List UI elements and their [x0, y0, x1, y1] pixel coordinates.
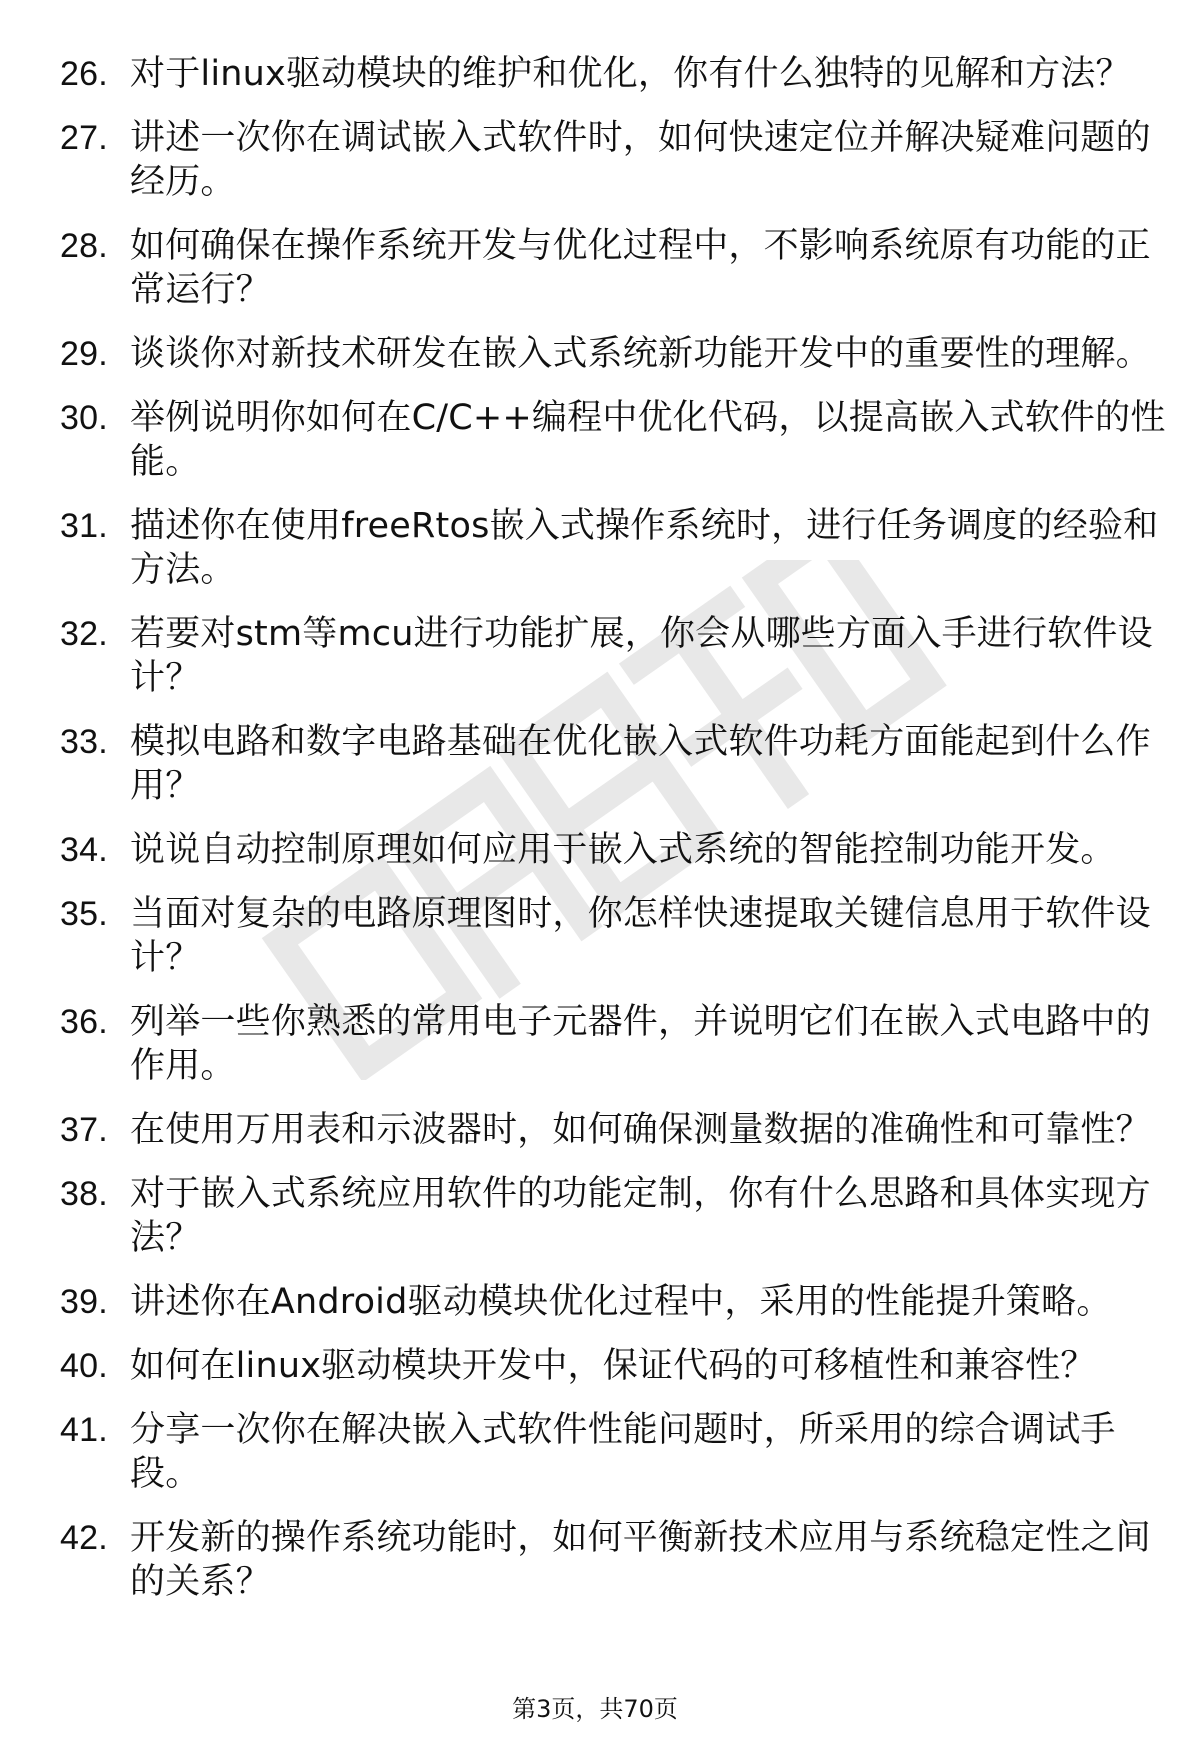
question-item [60, 828, 1170, 872]
question-text: 模拟电路和数字电路基础在优化嵌入式软件功耗方面能起到什么作用？ [130, 722, 1151, 806]
question-text: 描述你在使用freeRtos嵌入式操作系统时，进行任务调度的经验和方法。 [130, 506, 1159, 590]
question-item [60, 1280, 1170, 1324]
question-item [60, 396, 1170, 484]
question-item [60, 612, 1170, 700]
question-text: 讲述一次你在调试嵌入式软件时，如何快速定位并解决疑难问题的经历。 [130, 118, 1151, 202]
question-item [60, 116, 1170, 204]
question-number: 36. [60, 1003, 108, 1041]
question-number: 37. [60, 1111, 108, 1149]
question-number: 35. [60, 895, 108, 933]
question-number: 32. [60, 615, 108, 653]
question-number: 29. [60, 335, 108, 373]
question-item [60, 52, 1170, 96]
question-number: 41. [60, 1411, 108, 1449]
question-number: 34. [60, 831, 108, 869]
question-text: 当面对复杂的电路原理图时，你怎样快速提取关键信息用于软件设计？ [130, 894, 1151, 978]
question-item [60, 224, 1170, 312]
question-number: 30. [60, 399, 108, 437]
question-text: 举例说明你如何在C/C++编程中优化代码，以提高嵌入式软件的性能。 [130, 398, 1166, 482]
question-item [60, 1408, 1170, 1496]
question-text: 若要对stm等mcu进行功能扩展，你会从哪些方面入手进行软件设计？ [130, 614, 1153, 698]
page-footer: 第3页，共70页 [512, 1695, 678, 1723]
question-number: 39. [60, 1283, 108, 1321]
question-number: 27. [60, 119, 108, 157]
question-number: 42. [60, 1519, 108, 1557]
question-item [60, 892, 1170, 980]
question-text: 讲述你在Android驱动模块优化过程中，采用的性能提升策略。 [130, 1282, 1112, 1322]
question-number: 26. [60, 55, 108, 93]
question-list [60, 52, 1170, 1624]
question-number: 40. [60, 1347, 108, 1385]
question-item [60, 1172, 1170, 1260]
question-item [60, 1344, 1170, 1388]
question-text: 在使用万用表和示波器时，如何确保测量数据的准确性和可靠性？ [130, 1110, 1151, 1150]
question-item [60, 332, 1170, 376]
question-item [60, 1000, 1170, 1088]
question-item [60, 720, 1170, 808]
question-number: 38. [60, 1175, 108, 1213]
question-number: 28. [60, 227, 108, 265]
question-text: 如何确保在操作系统开发与优化过程中，不影响系统原有功能的正常运行？ [130, 226, 1151, 310]
question-item [60, 1516, 1170, 1604]
question-text: 对于linux驱动模块的维护和优化，你有什么独特的见解和方法？ [130, 54, 1131, 94]
question-text: 谈谈你对新技术研发在嵌入式系统新功能开发中的重要性的理解。 [130, 334, 1151, 374]
question-text: 说说自动控制原理如何应用于嵌入式系统的智能控制功能开发。 [130, 830, 1116, 870]
question-text: 开发新的操作系统功能时，如何平衡新技术应用与系统稳定性之间的关系？ [130, 1518, 1151, 1602]
question-item [60, 1108, 1170, 1152]
question-text: 分享一次你在解决嵌入式软件性能问题时，所采用的综合调试手段。 [130, 1410, 1116, 1494]
question-number: 31. [60, 507, 108, 545]
question-text: 如何在linux驱动模块开发中，保证代码的可移植性和兼容性？ [130, 1346, 1096, 1386]
question-text: 列举一些你熟悉的常用电子元器件，并说明它们在嵌入式电路中的作用。 [130, 1002, 1151, 1086]
question-text: 对于嵌入式系统应用软件的功能定制，你有什么思路和具体实现方法？ [130, 1174, 1151, 1258]
question-item [60, 504, 1170, 592]
question-number: 33. [60, 723, 108, 761]
